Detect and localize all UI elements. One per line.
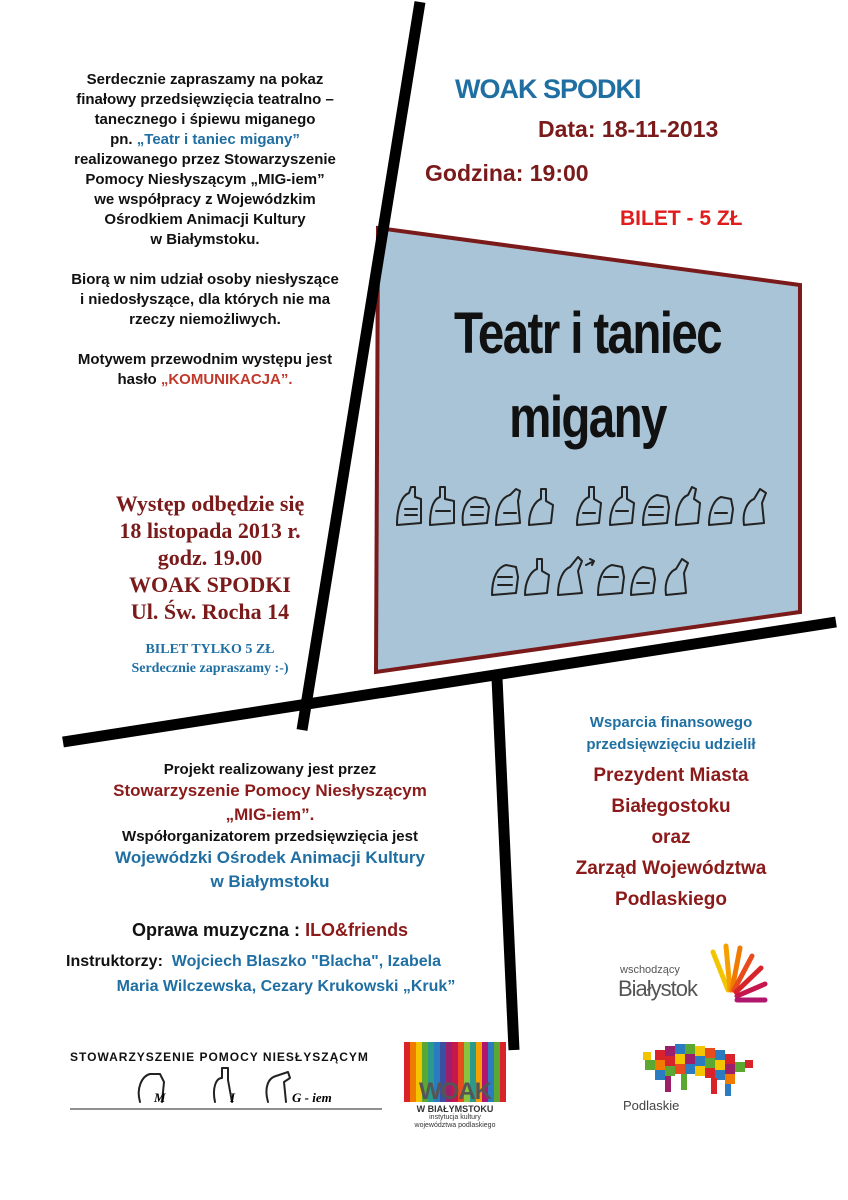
- event-ticket-block: [60, 640, 360, 678]
- mig-title: STOWARZYSZENIE POMOCY NIESŁYSZĄCYM: [70, 1050, 369, 1064]
- ticket-heading: BILET - 5 ZŁ: [620, 207, 743, 230]
- hand-sign-icon: [577, 487, 601, 525]
- project-org-name: „MIG-iem”.: [225, 805, 315, 824]
- support-sponsor: Podlaskiego: [615, 889, 727, 910]
- event-block: [60, 490, 360, 625]
- hand-sign-icon: [744, 489, 766, 525]
- project-coorg-city: w Białymstoku: [210, 872, 330, 891]
- support-line: Wsparcia finansowego: [589, 714, 753, 731]
- hand-sign-icon: [558, 557, 594, 595]
- bialystok-logo: [618, 940, 768, 1010]
- intro-line: i niedosłyszące, dla których nie ma: [79, 291, 331, 308]
- motto-value: „KOMUNIKACJA”.: [160, 371, 293, 388]
- hand-sign-icon: [666, 559, 688, 595]
- date-heading: Data: 18-11-2013: [538, 116, 719, 142]
- hand-sign-icon: [397, 487, 421, 525]
- intro-line: w Białymstoku.: [150, 231, 260, 248]
- event-line: godz. 19.00: [157, 545, 263, 570]
- woak-city: W BIAŁYMSTOKU: [416, 1104, 494, 1114]
- intro-line: Motywem przewodnim występu jest: [77, 351, 333, 368]
- woak-sub: instytucja kultury: [429, 1114, 481, 1121]
- venue-heading: WOAK SPODKI: [455, 74, 641, 104]
- event-ticket: BILET TYLKO 5 ZŁ: [145, 642, 275, 657]
- support-sponsor: Białegostoku: [611, 796, 731, 817]
- sign-language-hands: [390, 480, 790, 610]
- support-block: [540, 712, 802, 915]
- motto-label: hasło: [117, 371, 157, 388]
- support-sponsor: Prezydent Miasta: [593, 765, 749, 786]
- hand-sign-icon: [525, 559, 549, 595]
- intro-line: Ośrodkiem Animacji Kultury: [104, 211, 306, 228]
- woak-sub: województwa podlaskiego: [414, 1122, 496, 1129]
- hand-sign-icon: [529, 489, 553, 525]
- podlaskie-wordmark: Podlaskie: [623, 1098, 680, 1113]
- intro-line: tanecznego i śpiewu miganego: [94, 111, 316, 128]
- project-org: Stowarzyszenie Pomocy Niesłyszącym: [113, 781, 427, 800]
- intro-block: [40, 70, 370, 390]
- instructors-value-1: Wojciech Blaszko "Blacha", Izabela: [171, 953, 441, 970]
- intro-line: Serdecznie zapraszamy na pokaz: [86, 71, 324, 88]
- bialystok-tagline: wschodzący: [620, 964, 680, 976]
- poster-title-line2: migany: [509, 385, 666, 450]
- intro-line: Biorą w nim udział osoby niesłyszące: [71, 271, 339, 288]
- poster-title-line1: Teatr i taniec: [454, 301, 721, 366]
- bialystok-wordmark: Białystok: [618, 976, 698, 1001]
- mig-iem-logo: [70, 1050, 390, 1115]
- event-invite: Serdecznie zapraszamy :-): [131, 661, 289, 676]
- hand-sign-icon: [492, 565, 518, 595]
- project-coorg: Wojewódzki Ośrodek Animacji Kultury: [115, 848, 425, 867]
- intro-line: Pomocy Niesłyszącym „MIG-iem”: [85, 171, 325, 188]
- event-line: Występ odbędzie się: [115, 491, 305, 516]
- instructors-label: Instruktorzy:: [66, 953, 163, 970]
- instructors-value-2: Maria Wilczewska, Cezary Krukowski „Kruk”: [116, 978, 456, 995]
- hand-sign-icon: [631, 567, 655, 595]
- event-line: 18 listopada 2013 r.: [119, 518, 301, 543]
- intro-line: [40, 130, 370, 150]
- intro-line: [40, 370, 370, 390]
- intro-pn: pn.: [110, 131, 133, 148]
- support-line: przedsięwzięciu udzielił: [586, 736, 756, 753]
- hand-sign-icon: [598, 565, 624, 595]
- intro-line: finałowy przedsięwzięcia teatralno –: [76, 91, 334, 108]
- intro-line: realizowanego przez Stowarzyszenie: [74, 151, 336, 168]
- intro-line: we współpracy z Wojewódzkim: [94, 191, 316, 208]
- event-line: Ul. Św. Rocha 14: [130, 599, 290, 624]
- project-block: [40, 760, 500, 894]
- music-line: [132, 920, 408, 941]
- podlaskie-logo: [615, 1040, 765, 1120]
- event-line: WOAK SPODKI: [129, 572, 291, 597]
- hand-sign-icon: [496, 489, 520, 525]
- hand-sign-icon: [643, 495, 669, 525]
- instructors-line-1: [66, 953, 441, 971]
- support-sponsor: Zarząd Województwa: [575, 858, 767, 879]
- support-sponsor: oraz: [651, 827, 691, 848]
- hand-sign-icon: [430, 487, 454, 525]
- hand-sign-icon: [610, 487, 634, 525]
- mig-letter-g: G - iem: [292, 1090, 332, 1105]
- project-line: Współorganizatorem przedsięwzięcia jest: [122, 828, 418, 845]
- mig-letter-i: I: [230, 1090, 236, 1105]
- hand-sign-icon: [676, 487, 700, 525]
- mig-letter-m: M: [154, 1090, 166, 1105]
- woak-wordmark: WOAK: [419, 1078, 491, 1105]
- music-value: ILO&friends: [305, 920, 409, 940]
- music-label: Oprawa muzyczna :: [132, 920, 301, 940]
- time-heading: Godzina: 19:00: [425, 160, 589, 186]
- hand-g-icon: [266, 1072, 290, 1102]
- project-line: Projekt realizowany jest przez: [163, 761, 377, 778]
- bison-icon: [615, 1040, 765, 1102]
- hand-sign-icon: [709, 497, 733, 525]
- woak-logo: [404, 1042, 506, 1132]
- show-name: „Teatr i taniec migany”: [136, 131, 300, 148]
- hand-sign-icon: [463, 497, 489, 525]
- intro-line: rzeczy niemożliwych.: [129, 311, 281, 328]
